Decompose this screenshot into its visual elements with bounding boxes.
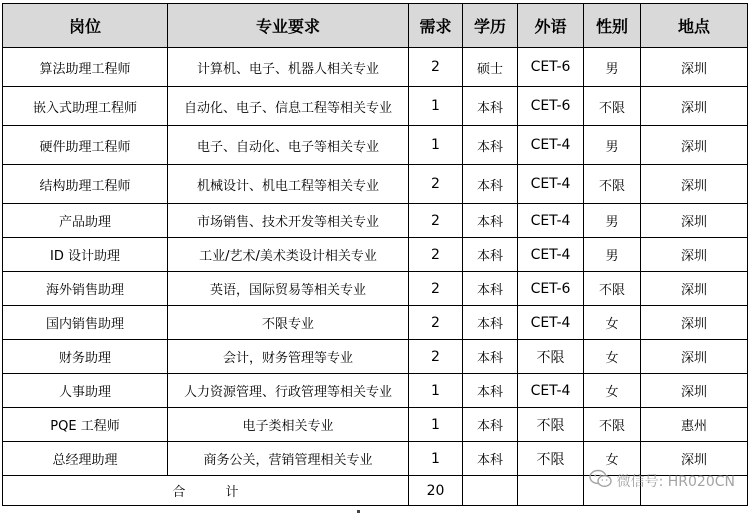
table-row [3,408,748,442]
cell-education: 本科 [463,306,518,340]
cell-position: 人事助理 [3,374,168,408]
cell-education: 本科 [463,126,518,165]
table-row [3,272,748,306]
cell-language: CET-6 [518,48,584,87]
cell-major: 机械设计、机电工程等相关专业 [168,165,409,204]
cell-position: 算法助理工程师 [3,48,168,87]
cell-language: 不限 [518,442,584,476]
cell-demand: 2 [409,340,463,374]
cell-location: 深圳 [641,340,748,374]
cell-demand: 2 [409,272,463,306]
corner-mark [357,510,360,513]
cell-major: 会计，财务管理等专业 [168,340,409,374]
cell-position: 产品助理 [3,204,168,238]
cell-education: 本科 [463,238,518,272]
cell-education: 本科 [463,272,518,306]
cell-gender: 不限 [584,87,641,126]
cell-major: 人力资源管理、行政管理等相关专业 [168,374,409,408]
cell-position: 财务助理 [3,340,168,374]
cell-position: 硬件助理工程师 [3,126,168,165]
cell-demand: 2 [409,204,463,238]
cell-gender: 女 [584,340,641,374]
cell-major: 工业/艺术/美术类设计相关专业 [168,238,409,272]
cell-demand: 1 [409,374,463,408]
total-empty-cell [518,476,584,506]
cell-gender: 女 [584,374,641,408]
cell-position: 结构助理工程师 [3,165,168,204]
table-row [3,306,748,340]
cell-gender: 不限 [584,408,641,442]
cell-gender: 男 [584,126,641,165]
table-row [3,442,748,476]
cell-major: 自动化、电子、信息工程等相关专业 [168,87,409,126]
cell-language: CET-4 [518,306,584,340]
total-empty-cell [584,476,641,506]
cell-location: 深圳 [641,374,748,408]
cell-position: 海外销售助理 [3,272,168,306]
header-education: 学历 [463,4,518,48]
cell-language: CET-4 [518,238,584,272]
cell-demand: 1 [409,408,463,442]
cell-major: 不限专业 [168,306,409,340]
cell-demand: 1 [409,87,463,126]
cell-position: ID 设计助理 [3,238,168,272]
cell-education: 本科 [463,165,518,204]
table-row [3,374,748,408]
cell-gender: 女 [584,306,641,340]
cell-demand: 1 [409,126,463,165]
total-empty-cell [463,476,518,506]
total-empty-cell [641,476,748,506]
cell-position: 总经理助理 [3,442,168,476]
cell-location: 深圳 [641,204,748,238]
cell-location: 深圳 [641,126,748,165]
cell-location: 深圳 [641,87,748,126]
cell-major: 电子类相关专业 [168,408,409,442]
cell-gender: 男 [584,48,641,87]
header-gender: 性别 [584,4,641,48]
table-row [3,340,748,374]
cell-language: CET-4 [518,374,584,408]
cell-location: 惠州 [641,408,748,442]
table-row [3,165,748,204]
cell-gender: 女 [584,442,641,476]
cell-position: 国内销售助理 [3,306,168,340]
cell-major: 计算机、电子、机器人相关专业 [168,48,409,87]
cell-location: 深圳 [641,48,748,87]
cell-position: PQE 工程师 [3,408,168,442]
total-row [3,476,748,506]
cell-gender: 男 [584,204,641,238]
cell-major: 市场销售、技术开发等相关专业 [168,204,409,238]
cell-location: 深圳 [641,306,748,340]
cell-major: 电子、自动化、电子等相关专业 [168,126,409,165]
cell-gender: 不限 [584,272,641,306]
cell-demand: 2 [409,48,463,87]
cell-location: 深圳 [641,238,748,272]
cell-location: 深圳 [641,442,748,476]
cell-location: 深圳 [641,165,748,204]
cell-education: 本科 [463,340,518,374]
cell-language: CET-4 [518,204,584,238]
cell-language: CET-4 [518,165,584,204]
cell-demand: 1 [409,442,463,476]
watermark-text: 微信号: HR020CN [616,474,735,490]
cell-education: 硕士 [463,48,518,87]
recruitment-table [2,3,748,506]
table-row [3,87,748,126]
cell-gender: 不限 [584,165,641,204]
header-location: 地点 [641,4,748,48]
cell-demand: 2 [409,238,463,272]
cell-education: 本科 [463,442,518,476]
table-header-row [3,4,748,48]
cell-position: 嵌入式助理工程师 [3,87,168,126]
cell-education: 本科 [463,408,518,442]
cell-language: CET-4 [518,126,584,165]
cell-location: 深圳 [641,272,748,306]
cell-language: CET-6 [518,87,584,126]
cell-language: 不限 [518,408,584,442]
cell-gender: 男 [584,238,641,272]
cell-major: 商务公关，营销管理相关专业 [168,442,409,476]
header-language: 外语 [518,4,584,48]
cell-education: 本科 [463,374,518,408]
cell-major: 英语，国际贸易等相关专业 [168,272,409,306]
header-demand: 需求 [409,4,463,48]
header-major: 专业要求 [168,4,409,48]
total-value: 20 [409,476,463,506]
table-row [3,238,748,272]
table-row [3,48,748,87]
cell-language: 不限 [518,340,584,374]
cell-education: 本科 [463,204,518,238]
total-label: 合 计 [3,476,409,506]
table-row [3,204,748,238]
cell-demand: 2 [409,306,463,340]
cell-demand: 2 [409,165,463,204]
header-position: 岗位 [3,4,168,48]
table-row [3,126,748,165]
cell-education: 本科 [463,87,518,126]
cell-language: CET-6 [518,272,584,306]
